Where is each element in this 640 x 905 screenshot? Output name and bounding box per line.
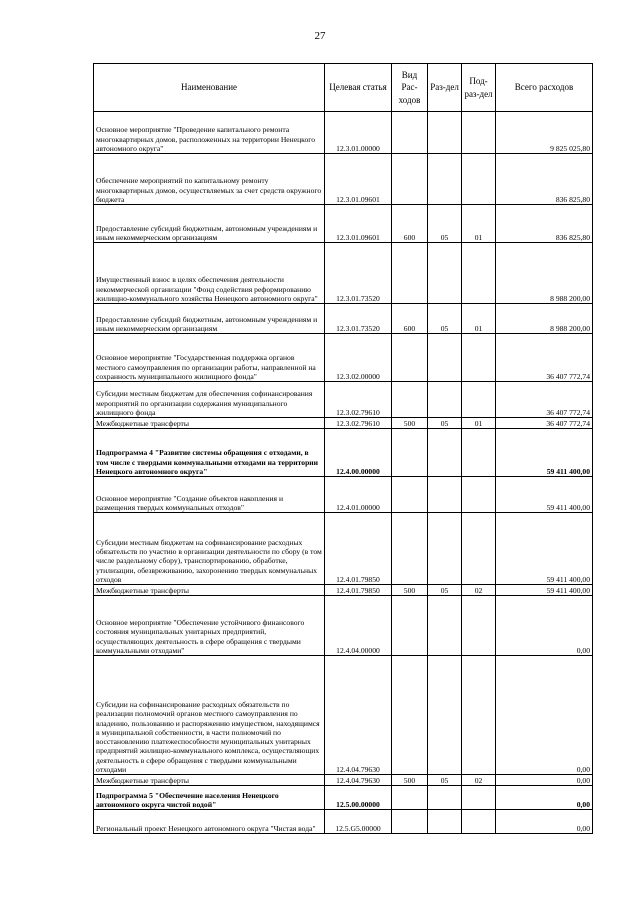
row-type: 500 — [392, 585, 428, 596]
row-subsection — [462, 656, 496, 775]
row-type — [392, 429, 428, 477]
row-total: 59 411 400,00 — [496, 513, 593, 585]
row-section — [428, 243, 462, 304]
row-type — [392, 243, 428, 304]
row-name: Региональный проект Ненецкого автономного округа "Чистая вода" — [94, 810, 325, 834]
row-code: 12.3.02.79610 — [325, 418, 392, 429]
row-total: 36 407 772,74 — [496, 334, 593, 382]
row-subsection — [462, 810, 496, 834]
row-subsection — [462, 513, 496, 585]
row-section — [428, 429, 462, 477]
row-type: 600 — [392, 205, 428, 243]
row-name: Предоставление субсидий бюджетным, автономным учреждениям и иным некоммерческим организациям — [94, 304, 325, 334]
row-code: 12.4.00.00000 — [325, 429, 392, 477]
table-header-row — [94, 64, 593, 112]
row-total: 59 411 400,00 — [496, 477, 593, 513]
header-subsection: Под-раз-дел — [462, 64, 496, 112]
row-name: Предоставление субсидий бюджетным, автономным учреждениям и иным некоммерческим организациям — [94, 205, 325, 243]
budget-table — [93, 63, 593, 834]
row-name: Основное мероприятие "Государственная поддержка органов местного самоуправления по организации работы, направленной на сохранность муниципального жилищного фонда" — [94, 334, 325, 382]
row-section: 05 — [428, 585, 462, 596]
row-subsection — [462, 786, 496, 810]
row-type: 600 — [392, 304, 428, 334]
row-code: 12.4.04.00000 — [325, 596, 392, 656]
row-section — [428, 810, 462, 834]
row-name: Подпрограмма 4 "Развитие системы обращения с отходами, в том числе с твердыми коммунальными отходами на территории Ненецкого автономного округа" — [94, 429, 325, 477]
row-code: 12.3.02.79610 — [325, 382, 392, 418]
table-row — [94, 477, 593, 513]
row-subsection — [462, 596, 496, 656]
row-section: 05 — [428, 775, 462, 786]
table-row — [94, 786, 593, 810]
row-total: 59 411 400,00 — [496, 585, 593, 596]
row-code: 12.3.02.00000 — [325, 334, 392, 382]
row-subsection — [462, 382, 496, 418]
row-total: 0,00 — [496, 775, 593, 786]
row-subsection — [462, 477, 496, 513]
row-subsection — [462, 112, 496, 154]
row-code: 12.4.04.79630 — [325, 656, 392, 775]
header-total: Всего расходов — [496, 64, 593, 112]
row-subsection — [462, 154, 496, 205]
row-section: 05 — [428, 205, 462, 243]
row-subsection: 01 — [462, 304, 496, 334]
row-total: 836 825,80 — [496, 154, 593, 205]
row-section — [428, 382, 462, 418]
row-name: Межбюджетные трансферты — [94, 418, 325, 429]
table-row — [94, 334, 593, 382]
row-section — [428, 656, 462, 775]
row-subsection: 02 — [462, 775, 496, 786]
table-row — [94, 429, 593, 477]
row-type — [392, 810, 428, 834]
row-total: 0,00 — [496, 810, 593, 834]
row-type: 500 — [392, 418, 428, 429]
row-total: 9 825 025,80 — [496, 112, 593, 154]
row-section: 05 — [428, 304, 462, 334]
row-total: 0,00 — [496, 596, 593, 656]
row-subsection — [462, 243, 496, 304]
row-code: 12.4.01.79850 — [325, 513, 392, 585]
row-section — [428, 112, 462, 154]
row-total: 8 988 200,00 — [496, 304, 593, 334]
table-row — [94, 596, 593, 656]
header-type: Вид Рас-ходов — [392, 64, 428, 112]
table-body — [94, 112, 593, 834]
row-type — [392, 596, 428, 656]
row-type — [392, 112, 428, 154]
row-code: 12.5.G5.00000 — [325, 810, 392, 834]
row-type — [392, 334, 428, 382]
row-name: Обеспечение мероприятий по капитальному ремонту многоквартирных домов, осуществляемых за счет средств окружного бюджета — [94, 154, 325, 205]
row-total: 0,00 — [496, 656, 593, 775]
row-name: Межбюджетные трансферты — [94, 585, 325, 596]
header-name: Наименование — [94, 64, 325, 112]
row-code: 12.4.01.00000 — [325, 477, 392, 513]
header-section: Раз-дел — [428, 64, 462, 112]
table-row — [94, 112, 593, 154]
row-total: 8 988 200,00 — [496, 243, 593, 304]
row-code: 12.3.01.00000 — [325, 112, 392, 154]
row-section: 05 — [428, 418, 462, 429]
row-section — [428, 477, 462, 513]
row-name: Субсидии местным бюджетам на софинансирование расходных обязательств по участию в организации деятельности по сбору (в том числе раздельному сбору), транспортированию, обработке, утилизации, обезвреживанию, захоронению твердых коммунальных отходов — [94, 513, 325, 585]
table-row — [94, 243, 593, 304]
row-type — [392, 382, 428, 418]
row-name: Субсидии местным бюджетам для обеспечения софинансирования мероприятий по организации содержания муниципального жилищного фонда — [94, 382, 325, 418]
row-subsection: 01 — [462, 205, 496, 243]
row-subsection: 02 — [462, 585, 496, 596]
row-type — [392, 513, 428, 585]
row-total: 0,00 — [496, 786, 593, 810]
row-code: 12.3.01.73520 — [325, 243, 392, 304]
row-type — [392, 154, 428, 205]
row-code: 12.3.01.09601 — [325, 154, 392, 205]
row-name: Основное мероприятие "Проведение капитального ремонта многоквартирных домов, расположенных на территории Ненецкого автономного округа" — [94, 112, 325, 154]
row-total: 36 407 772,74 — [496, 418, 593, 429]
row-code: 12.4.01.79850 — [325, 585, 392, 596]
table-row — [94, 382, 593, 418]
table-row — [94, 585, 593, 596]
row-total: 59 411 400,00 — [496, 429, 593, 477]
row-section — [428, 334, 462, 382]
table-row — [94, 656, 593, 775]
table-row — [94, 304, 593, 334]
row-total: 836 825,80 — [496, 205, 593, 243]
row-total: 36 407 772,74 — [496, 382, 593, 418]
row-section — [428, 154, 462, 205]
table-row — [94, 418, 593, 429]
row-type — [392, 656, 428, 775]
row-type — [392, 477, 428, 513]
table-row — [94, 810, 593, 834]
row-name: Имущественный взнос в целях обеспечения деятельности некоммерческой организации "Фонд содействия реформированию жилищно-коммунального хозяйства Ненецкого автономного округа" — [94, 243, 325, 304]
row-type: 500 — [392, 775, 428, 786]
row-subsection — [462, 429, 496, 477]
row-code: 12.3.01.09601 — [325, 205, 392, 243]
row-name: Подпрограмма 5 "Обеспечение населения Ненецкого автономного округа чистой водой" — [94, 786, 325, 810]
table-row — [94, 775, 593, 786]
row-code: 12.3.01.73520 — [325, 304, 392, 334]
header-code: Целевая статья — [325, 64, 392, 112]
row-code: 12.4.04.79630 — [325, 775, 392, 786]
row-type — [392, 786, 428, 810]
row-subsection: 01 — [462, 418, 496, 429]
row-code: 12.5.00.00000 — [325, 786, 392, 810]
row-subsection — [462, 334, 496, 382]
row-name: Основное мероприятие "Обеспечение устойчивого финансового состояния муниципальных унитарных предприятий, осуществляющих деятельность в сфере обращения с твердыми коммунальными отходами" — [94, 596, 325, 656]
row-section — [428, 786, 462, 810]
page-number: 27 — [314, 30, 326, 42]
row-section — [428, 513, 462, 585]
table-row — [94, 205, 593, 243]
row-name: Основное мероприятие "Создание объектов накопления и размещения твердых коммунальных отходов" — [94, 477, 325, 513]
table-row — [94, 513, 593, 585]
row-name: Межбюджетные трансферты — [94, 775, 325, 786]
row-name: Субсидии на софинансирование расходных обязательств по реализации полномочий органов местного самоуправления по владению, пользованию и распоряжению имуществом, находящимся в муниципальной собственности, в части полномочий по восстановлению платежеспособности муниципальных унитарных предприятий жилищно-коммунального комплекса, осуществляющих деятельность в сфере обращения с твердыми коммунальными отходами — [94, 656, 325, 775]
table-row — [94, 154, 593, 205]
row-section — [428, 596, 462, 656]
